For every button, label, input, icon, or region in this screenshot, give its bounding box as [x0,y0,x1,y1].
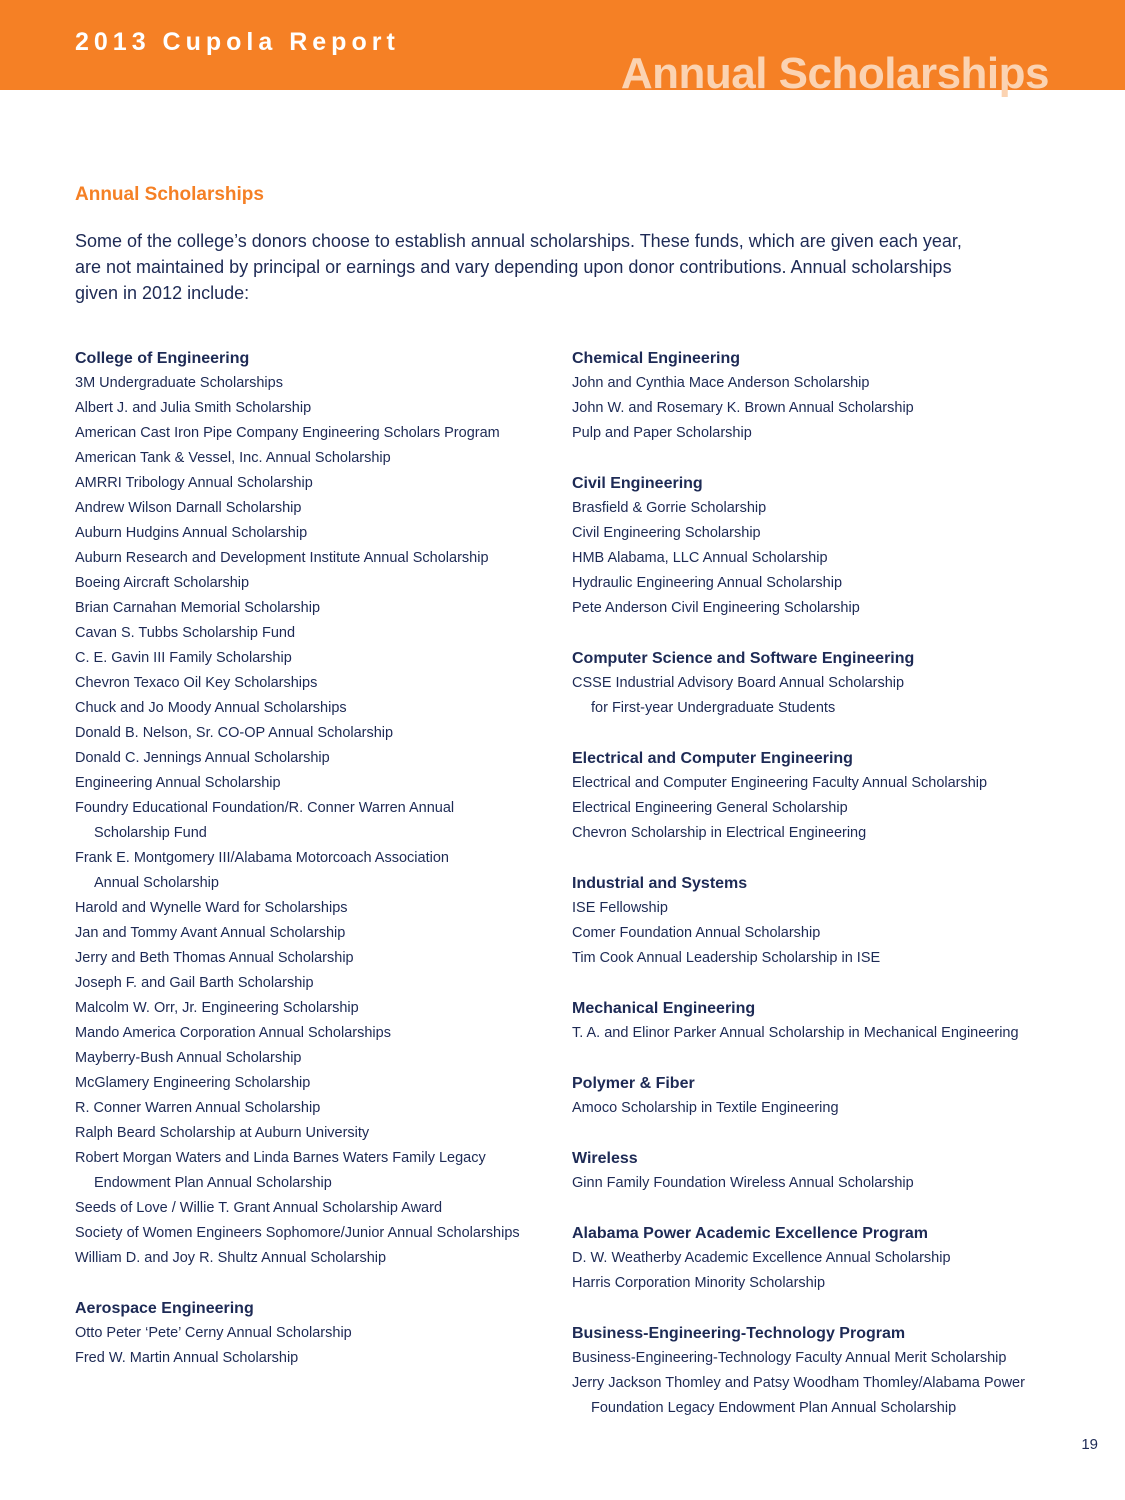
scholarship-item-text: CSSE Industrial Advisory Board Annual Scholarship [572,675,905,691]
scholarship-item-text: Boeing Aircraft Scholarship [75,575,250,591]
scholarship-group [572,646,1092,721]
scholarship-item [75,1196,545,1221]
group-heading: Chemical Engineering [572,350,741,367]
scholarship-group [572,1071,1092,1121]
scholarship-item [75,1121,545,1146]
scholarship-group [75,1296,545,1371]
scholarship-item [75,446,545,471]
scholarship-item-text: 3M Undergraduate Scholarships [75,375,283,391]
scholarship-item [572,1371,1092,1421]
scholarship-item-text: Auburn Research and Development Institute Annual Scholarship [75,550,489,566]
scholarship-item-continuation: Scholarship Fund [94,825,207,841]
scholarship-item-continuation: for First-year Undergraduate Students [591,700,836,716]
scholarship-group [572,996,1092,1046]
scholarship-item [572,796,1092,821]
scholarship-item [75,471,545,496]
scholarship-item [75,1321,545,1346]
intro-paragraph: Some of the college’s donors choose to establish annual scholarships. These funds, which are given each year, are not maintained by principal or earnings and vary depending upon donor contributions. Annual scholarships given in 2012 include: [75,231,962,303]
scholarship-item [572,546,1092,571]
scholarship-item [572,771,1092,796]
scholarship-item [75,796,545,846]
scholarship-item-continuation: Annual Scholarship [94,875,219,891]
scholarship-item [572,496,1092,521]
scholarship-group [572,1321,1092,1421]
scholarship-group [572,1146,1092,1196]
scholarship-item-text: Society of Women Engineers Sophomore/Junior Annual Scholarships [75,1225,520,1241]
section-heading: Annual Scholarships [75,184,264,205]
scholarship-item-text: R. Conner Warren Annual Scholarship [75,1100,321,1116]
scholarship-item-text: Malcolm W. Orr, Jr. Engineering Scholarship [75,1000,359,1016]
scholarship-item [75,671,545,696]
scholarship-item-continuation: Endowment Plan Annual Scholarship [94,1175,332,1191]
scholarship-item [572,396,1092,421]
scholarship-item [75,496,545,521]
scholarship-item-text: ISE Fellowship [572,900,668,916]
scholarship-item-text: Pulp and Paper Scholarship [572,425,752,441]
scholarship-item [572,896,1092,921]
scholarship-item [75,421,545,446]
scholarship-item [572,921,1092,946]
scholarship-item-text: Mayberry-Bush Annual Scholarship [75,1050,302,1066]
scholarship-group [572,471,1092,621]
scholarship-item-text: Jerry Jackson Thomley and Patsy Woodham Thomley/Alabama Power [572,1375,1025,1391]
scholarship-item-text: Mando America Corporation Annual Scholarships [75,1025,391,1041]
scholarship-item [75,521,545,546]
group-heading: Business-Engineering-Technology Program [572,1325,906,1342]
scholarship-item-text: Jerry and Beth Thomas Annual Scholarship [75,950,354,966]
scholarship-item [572,596,1092,621]
scholarship-item-text: Electrical Engineering General Scholarship [572,800,848,816]
scholarship-item-text: Otto Peter ‘Pete’ Cerny Annual Scholarship [75,1325,352,1341]
scholarship-item [75,921,545,946]
scholarship-item [75,696,545,721]
group-heading: Alabama Power Academic Excellence Program [572,1225,929,1242]
scholarship-item-text: John and Cynthia Mace Anderson Scholarship [572,375,870,391]
scholarship-item-text: Donald C. Jennings Annual Scholarship [75,750,330,766]
scholarship-item-text: Auburn Hudgins Annual Scholarship [75,525,308,541]
scholarship-item-text: Harris Corporation Minority Scholarship [572,1275,826,1291]
scholarship-item [75,1246,545,1271]
scholarship-item [572,1346,1092,1371]
scholarship-item-text: Harold and Wynelle Ward for Scholarships [75,900,348,916]
scholarship-item [572,571,1092,596]
scholarship-item [75,1046,545,1071]
scholarship-item-text: Brian Carnahan Memorial Scholarship [75,600,321,616]
report-title: 2013 Cupola Report [75,28,400,56]
scholarship-item-text: Chevron Texaco Oil Key Scholarships [75,675,318,691]
scholarship-item [75,1221,545,1246]
scholarship-item-text: Hydraulic Engineering Annual Scholarship [572,575,843,591]
group-heading: Computer Science and Software Engineering [572,650,915,667]
scholarship-group [572,871,1092,971]
scholarship-item-continuation: Foundation Legacy Endowment Plan Annual Scholarship [591,1400,957,1416]
scholarship-group [572,1221,1092,1296]
scholarship-item [75,896,545,921]
scholarship-item [75,1021,545,1046]
scholarship-item [572,821,1092,846]
scholarship-item [572,1171,1092,1196]
group-heading: Aerospace Engineering [75,1300,254,1317]
scholarship-item-text: Frank E. Montgomery III/Alabama Motorcoach Association [75,850,449,866]
scholarship-item-text: Amoco Scholarship in Textile Engineering [572,1100,839,1116]
page-number: 19 [1081,1436,1098,1453]
scholarship-item-text: Seeds of Love / Willie T. Grant Annual Scholarship Award [75,1200,443,1216]
scholarship-item [572,946,1092,971]
group-heading: Polymer & Fiber [572,1075,695,1092]
scholarship-item-text: T. A. and Elinor Parker Annual Scholarship in Mechanical Engineering [572,1025,1019,1041]
scholarship-item [572,671,1092,721]
scholarship-item-text: John W. and Rosemary K. Brown Annual Scholarship [572,400,914,416]
scholarship-item [75,571,545,596]
scholarship-item-text: Pete Anderson Civil Engineering Scholarship [572,600,860,616]
scholarship-item-text: AMRRI Tribology Annual Scholarship [75,475,313,491]
scholarship-item-text: American Cast Iron Pipe Company Engineering Scholars Program [75,425,500,441]
scholarship-item-text: Ralph Beard Scholarship at Auburn University [75,1125,370,1141]
scholarship-item [572,371,1092,396]
scholarship-item [75,646,545,671]
scholarship-item-text: D. W. Weatherby Academic Excellence Annual Scholarship [572,1250,951,1266]
scholarship-item-text: Fred W. Martin Annual Scholarship [75,1350,299,1366]
scholarship-item-text: Chevron Scholarship in Electrical Engineering [572,825,867,841]
right-column [572,346,1092,1446]
scholarship-group [572,346,1092,446]
scholarship-item [572,1096,1092,1121]
scholarship-item-text: Cavan S. Tubbs Scholarship Fund [75,625,296,641]
scholarship-item-text: Donald B. Nelson, Sr. CO-OP Annual Scholarship [75,725,394,741]
scholarship-group [75,346,545,1271]
scholarship-item-text: Comer Foundation Annual Scholarship [572,925,821,941]
scholarship-item [75,996,545,1021]
scholarship-item-text: American Tank & Vessel, Inc. Annual Scholarship [75,450,391,466]
scholarship-item-text: Albert J. and Julia Smith Scholarship [75,400,312,416]
left-column [75,346,545,1396]
scholarship-item [75,721,545,746]
scholarship-item [572,521,1092,546]
scholarship-item [572,421,1092,446]
group-heading: Electrical and Computer Engineering [572,750,853,767]
scholarship-item [75,771,545,796]
scholarship-item-text: HMB Alabama, LLC Annual Scholarship [572,550,828,566]
scholarship-item [75,1346,545,1371]
scholarship-item [75,1071,545,1096]
scholarship-item [572,1021,1092,1046]
scholarship-item-text: William D. and Joy R. Shultz Annual Scholarship [75,1250,387,1266]
group-heading: College of Engineering [75,350,250,367]
group-heading: Civil Engineering [572,475,703,492]
scholarship-group [572,746,1092,846]
scholarship-item-text: Robert Morgan Waters and Linda Barnes Waters Family Legacy [75,1150,486,1166]
scholarship-item [75,546,545,571]
scholarship-item [75,1146,545,1196]
group-heading: Industrial and Systems [572,875,748,892]
scholarship-item [75,621,545,646]
scholarship-item [75,1096,545,1121]
page-title: Annual Scholarships [620,49,1049,98]
header-banner [0,0,1125,98]
scholarship-item-text: Ginn Family Foundation Wireless Annual Scholarship [572,1175,914,1191]
scholarship-item-text: C. E. Gavin III Family Scholarship [75,650,292,666]
scholarship-item [572,1246,1092,1271]
scholarship-item-text: Foundry Educational Foundation/R. Conner Warren Annual [75,800,455,816]
scholarship-item-text: Brasfield & Gorrie Scholarship [572,500,767,516]
scholarship-item [75,746,545,771]
scholarship-item [75,846,545,896]
scholarship-item-text: Chuck and Jo Moody Annual Scholarships [75,700,347,716]
scholarship-item-text: Engineering Annual Scholarship [75,775,281,791]
scholarship-item-text: Tim Cook Annual Leadership Scholarship in ISE [572,950,881,966]
scholarship-item [75,396,545,421]
scholarship-item [572,1271,1092,1296]
scholarship-item-text: McGlamery Engineering Scholarship [75,1075,311,1091]
group-heading: Wireless [572,1150,638,1167]
scholarship-item-text: Civil Engineering Scholarship [572,525,761,541]
scholarship-item [75,946,545,971]
scholarship-item [75,371,545,396]
scholarship-item-text: Electrical and Computer Engineering Faculty Annual Scholarship [572,775,988,791]
scholarship-item-text: Joseph F. and Gail Barth Scholarship [75,975,314,991]
scholarship-item-text: Business-Engineering-Technology Faculty Annual Merit Scholarship [572,1350,1007,1366]
scholarship-item-text: Jan and Tommy Avant Annual Scholarship [75,925,346,941]
scholarship-item-text: Andrew Wilson Darnall Scholarship [75,500,302,516]
group-heading: Mechanical Engineering [572,1000,756,1017]
scholarship-item [75,596,545,621]
scholarship-item [75,971,545,996]
